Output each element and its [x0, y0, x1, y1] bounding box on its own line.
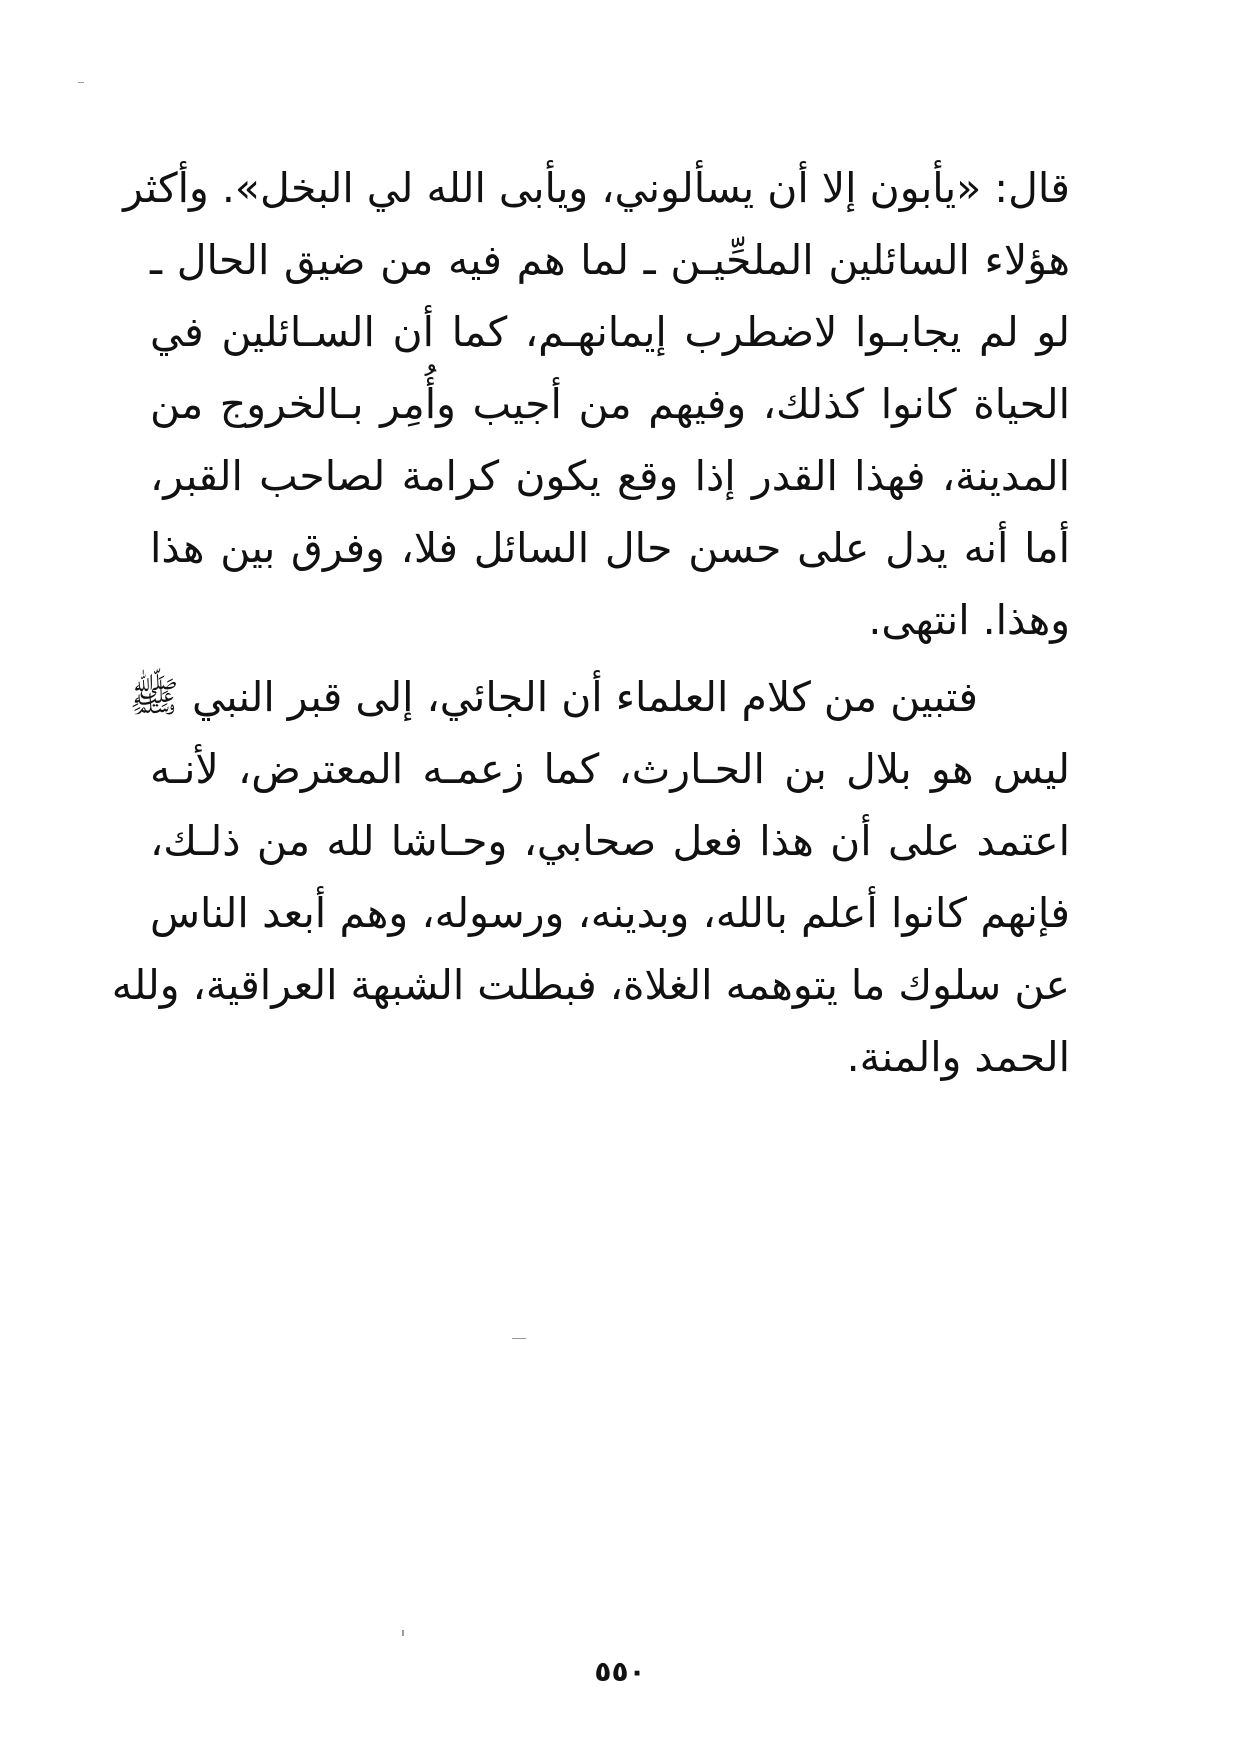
text-line: هؤلاء السائلين الملحِّيـن ـ لما هم فيه من ضيق الحال ـ	[150, 236, 1070, 284]
text-line: لو لم يجابـوا لاضطرب إيمانهـم، كما أن السـائلين في	[150, 308, 1070, 356]
scan-speck	[78, 82, 84, 83]
paragraph-1	[123, 152, 1070, 656]
text-line: ليس هو بلال بن الحـارث، كما زعمـه المعترض، لأنـه	[150, 745, 1070, 793]
text-line: أما أنه يدل على حسن حال السائل فلا، وفرق بين هذا	[150, 524, 1070, 572]
paragraph-2	[111, 661, 1070, 1093]
text-line: اعتمد على أن هذا فعل صحابي، وحـاشا لله من ذلـك،	[150, 817, 1070, 865]
scan-speck	[402, 1630, 404, 1636]
text-line: المدينة، فهذا القدر إذا وقع يكون كرامة لصاحب القبر،	[150, 452, 1070, 500]
scan-speck	[512, 1338, 526, 1339]
page-number: ٥٥٠	[594, 1655, 646, 1688]
text-line: قال: «يأبون إلا أن يسألوني، ويأبى الله لي البخل». وأكثر	[123, 164, 1070, 212]
text-line: فتبين من كلام العلماء أن الجائي، إلى قبر النبي ﷺ	[129, 673, 978, 721]
text-line: فإنهم كانوا أعلم بالله، وبدينه، ورسوله، وهم أبعد الناس	[150, 889, 1070, 937]
text-line: الحمد والمنة.	[846, 1033, 1070, 1081]
text-line: وهذا. انتهى.	[868, 596, 1070, 644]
text-line: الحياة كانوا كذلك، وفيهم من أجيب وأُمِر بـالخروج من	[150, 380, 1070, 428]
text-line: عن سلوك ما يتوهمه الغلاة، فبطلت الشبهة العراقية، ولله	[111, 961, 1070, 1009]
